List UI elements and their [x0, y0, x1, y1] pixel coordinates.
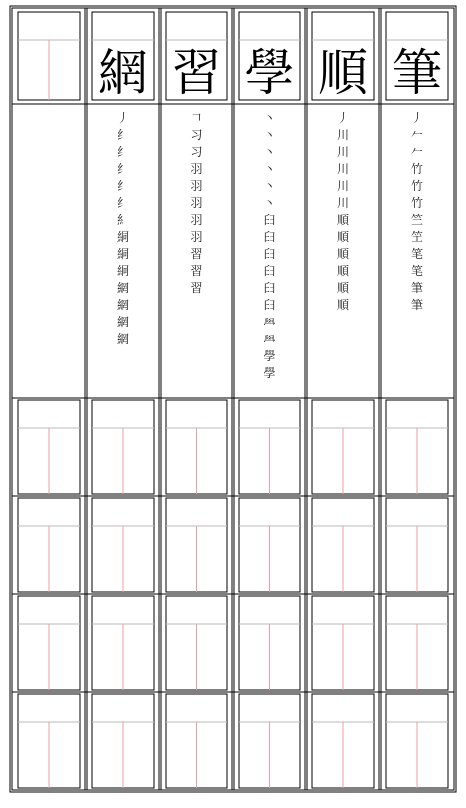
stroke-step: 川	[336, 162, 350, 176]
stroke-step: 𠃍	[190, 111, 203, 125]
stroke-step: 網	[116, 315, 130, 329]
practice-box[interactable]	[239, 694, 300, 788]
practice-box[interactable]	[312, 400, 374, 494]
stroke-step: 順	[336, 213, 350, 227]
stroke-step: 羽	[190, 213, 203, 227]
stroke-step: 順	[336, 247, 350, 261]
practice-box[interactable]	[312, 498, 374, 592]
practice-box[interactable]	[166, 400, 227, 494]
stroke-step: 𦥑	[263, 247, 276, 261]
practice-box[interactable]	[92, 596, 154, 690]
stroke-step: 絅	[116, 264, 130, 278]
stroke-step: 川	[336, 196, 350, 210]
stroke-step: 順	[336, 230, 350, 244]
stroke-step: 羽	[190, 162, 203, 176]
stroke-step: 𦥑	[263, 230, 276, 244]
stroke-step: 筆	[410, 281, 424, 295]
stroke-step: 纟	[116, 145, 130, 159]
stroke-step: 羽	[190, 196, 203, 210]
practice-box[interactable]	[239, 498, 300, 592]
stroke-step: 笔	[410, 247, 424, 261]
stroke-step: 習	[190, 281, 203, 295]
practice-box[interactable]	[166, 498, 227, 592]
stroke-step: 絧	[116, 247, 130, 261]
practice-box[interactable]	[18, 498, 80, 592]
character-heading: 筆	[392, 44, 442, 102]
stroke-step: 𦥑	[263, 264, 276, 278]
practice-box[interactable]	[18, 400, 80, 494]
stroke-step: 羽	[190, 230, 203, 244]
stroke-step: 竺	[410, 213, 424, 227]
stroke-step: 丶	[263, 128, 276, 142]
stroke-step: 丶	[263, 162, 276, 176]
stroke-step: 纟	[116, 128, 130, 142]
stroke-step: 习	[190, 128, 203, 142]
practice-box[interactable]	[239, 596, 300, 690]
stroke-step: 竹	[410, 162, 424, 176]
stroke-step: 纟	[116, 196, 130, 210]
stroke-step: 學	[263, 349, 276, 363]
character-header-row	[18, 12, 448, 102]
stroke-step: 丿	[336, 111, 350, 125]
stroke-step: 笁	[410, 230, 424, 244]
stroke-step: 𦥑	[263, 298, 276, 312]
practice-box[interactable]	[92, 694, 154, 788]
stroke-step: 𠂉	[410, 145, 424, 159]
stroke-step: 纟	[116, 162, 130, 176]
stroke-step: 網	[116, 298, 130, 312]
stroke-step: 川	[336, 179, 350, 193]
stroke-step: 丿	[410, 111, 424, 125]
character-heading: 習	[171, 44, 222, 102]
stroke-step: 纟	[116, 179, 130, 193]
stroke-step: 竹	[410, 179, 424, 193]
stroke-step: 順	[336, 298, 350, 312]
character-heading: 學	[244, 44, 295, 102]
practice-box[interactable]	[166, 596, 227, 690]
character-heading: 網	[98, 44, 148, 102]
stroke-step: 𦥑	[263, 281, 276, 295]
blank-header-box[interactable]	[18, 12, 80, 100]
practice-box[interactable]	[18, 694, 80, 788]
practice-box[interactable]	[92, 400, 154, 494]
practice-box[interactable]	[166, 694, 227, 788]
practice-box[interactable]	[18, 596, 80, 690]
stroke-step: 笔	[410, 264, 424, 278]
stroke-step: 網	[116, 281, 130, 295]
stroke-step: 絧	[116, 230, 130, 244]
stroke-step: 網	[116, 332, 130, 346]
stroke-step: 丶	[263, 145, 276, 159]
practice-box[interactable]	[312, 596, 374, 690]
stroke-step: 習	[190, 247, 203, 261]
stroke-step: 竹	[410, 196, 424, 210]
stroke-step: 順	[336, 264, 350, 278]
character-heading: 順	[318, 44, 368, 102]
stroke-step: 丶	[263, 111, 276, 125]
stroke-step: 𦥯	[263, 332, 276, 346]
practice-box[interactable]	[386, 694, 448, 788]
practice-box[interactable]	[239, 400, 300, 494]
stroke-step: 丿	[116, 111, 130, 125]
stroke-step: 習	[190, 264, 203, 278]
stroke-step: 順	[336, 281, 350, 295]
stroke-step: 丶	[263, 179, 276, 193]
practice-box[interactable]	[386, 498, 448, 592]
stroke-step: 𦥯	[263, 315, 276, 329]
stroke-step: 糹	[116, 213, 130, 227]
stroke-step: 习	[190, 145, 203, 159]
stroke-step: 學	[263, 366, 276, 380]
stroke-step: 羽	[190, 179, 203, 193]
practice-box[interactable]	[312, 694, 374, 788]
stroke-step: 𦥑	[263, 213, 276, 227]
practice-box[interactable]	[386, 400, 448, 494]
practice-box[interactable]	[92, 498, 154, 592]
stroke-step: 川	[336, 145, 350, 159]
practice-box[interactable]	[386, 596, 448, 690]
stroke-step: 川	[336, 128, 350, 142]
stroke-step: 𠂉	[410, 128, 424, 142]
stroke-step: 筆	[410, 298, 424, 312]
stroke-order-row	[117, 111, 423, 380]
stroke-step: 丶	[263, 196, 276, 210]
